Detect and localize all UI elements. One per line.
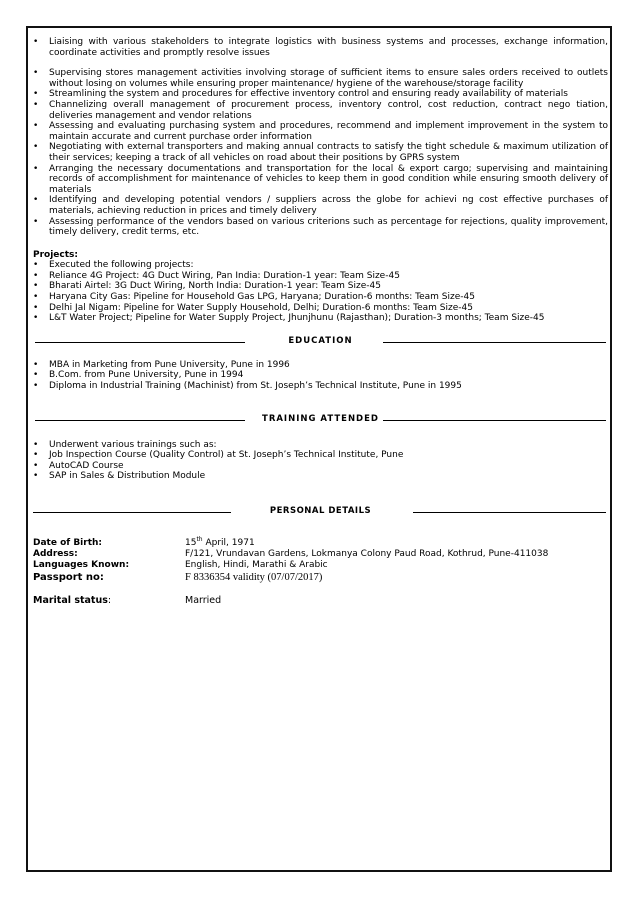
projects-heading: Projects: <box>33 249 78 260</box>
list-item: • Underwent various trainings such as: <box>33 440 608 451</box>
personal-section-header <box>33 506 608 520</box>
personal-details <box>33 538 608 606</box>
divider <box>383 420 606 421</box>
list-item: • B.Com. from Pune University, Pune in 1994 <box>33 370 608 381</box>
list-item: • Negotiating with external transporters and making annual contracts to satisfy the tight schedule & maximum utilization of their services; keeping a track of all vehicles on road about their positions by GPRS system <box>33 142 608 163</box>
responsibilities-list <box>33 37 608 238</box>
list-item: • AutoCAD Course <box>33 461 608 472</box>
divider <box>413 512 606 513</box>
dob-row <box>33 538 608 549</box>
education-heading: EDUCATION <box>288 335 353 346</box>
dob-label: Date of Birth: <box>33 538 103 548</box>
address-label: Address: <box>33 549 78 559</box>
languages-label: Languages Known: <box>33 560 130 570</box>
list-item: • SAP in Sales & Distribution Module <box>33 471 608 482</box>
list-item: • Assessing performance of the vendors based on various criterions such as percentage for rejections, quality improvement, timely delivery, credit terms, etc. <box>33 217 608 238</box>
list-item: • Identifying and developing potential vendors / suppliers across the globe for achievi ng cost effective purchases of materials, achieving reduction in prices and timely delivery <box>33 195 608 216</box>
list-item: • Job Inspection Course (Quality Control) at St. Joseph’s Technical Institute, Pune <box>33 450 608 461</box>
list-item: • L&T Water Project; Pipeline for Water Supply Project, Jhunjhunu (Rajasthan); Duration-3 months; Team Size-45 <box>33 313 608 324</box>
education-section-header <box>33 336 608 350</box>
training-section-header <box>33 414 608 428</box>
passport-value: F 8336354 validity (07/07/2017) <box>185 572 323 583</box>
address-row <box>33 549 608 560</box>
list-item: • Channelizing overall management of procurement process, inventory control, cost reduction, contract nego tiation, deliveries management and vendor relations <box>33 100 608 121</box>
list-item: • Delhi Jal Nigam: Pipeline for Water Supply Household, Delhi; Duration-6 months: Team Size-45 <box>33 303 608 314</box>
address-value: F/121, Vrundavan Gardens, Lokmanya Colony Paud Road, Kothrud, Pune-411038 <box>185 549 549 559</box>
marital-value: Married <box>185 595 222 606</box>
list-item: • Arranging the necessary documentations and transportation for the local & export cargo; supervising and maintaining records of accomplishment for maintenance of vehicles to keep them in good condition while ensuring smooth delivery of materials <box>33 164 608 196</box>
marital-label: Marital status: <box>33 595 112 606</box>
list-item: • Diploma in Industrial Training (Machinist) from St. Joseph’s Technical Institute, Pune in 1995 <box>33 381 608 392</box>
training-heading: TRAINING ATTENDED <box>262 413 379 424</box>
divider <box>383 342 606 343</box>
marital-row <box>33 595 608 606</box>
list-item: • Assessing and evaluating purchasing system and procedures, recommend and implement improvement in the system to maintain accurate and current purchase order information <box>33 121 608 142</box>
list-item: • Haryana City Gas: Pipeline for Household Gas LPG, Haryana; Duration-6 months: Team Size-45 <box>33 292 608 303</box>
list-item: • Streamlining the system and procedures for effective inventory control and ensuring ready availability of materials <box>33 89 608 100</box>
languages-value: English, Hindi, Marathi & Arabic <box>185 560 328 570</box>
training-list <box>33 440 608 482</box>
dob-value: 15th April, 1971 <box>185 536 255 548</box>
personal-heading: PERSONAL DETAILS <box>269 506 372 516</box>
list-item: • Reliance 4G Project: 4G Duct Wiring, Pan India: Duration-1 year: Team Size-45 <box>33 271 608 282</box>
list-item: • Liaising with various stakeholders to integrate logistics with business systems and processes, exchange information, coordinate activities and promptly resolve issues <box>33 37 608 58</box>
passport-row <box>33 571 608 585</box>
resume-page <box>33 37 608 606</box>
education-list <box>33 360 608 392</box>
languages-row <box>33 560 608 571</box>
passport-label: Passport no: <box>33 572 104 583</box>
list-item: • MBA in Marketing from Pune University, Pune in 1996 <box>33 360 608 371</box>
list-item: • Supervising stores management activities involving storage of sufficient items to ensure sales orders received to outlets without losing on volumes while ensuring proper maintenance/ hygiene of the warehouse/storage facility <box>33 68 608 89</box>
list-item: • Bharati Airtel: 3G Duct Wiring, North India: Duration-1 year: Team Size-45 <box>33 281 608 292</box>
projects-list <box>33 260 608 324</box>
list-item: • Executed the following projects: <box>33 260 608 271</box>
